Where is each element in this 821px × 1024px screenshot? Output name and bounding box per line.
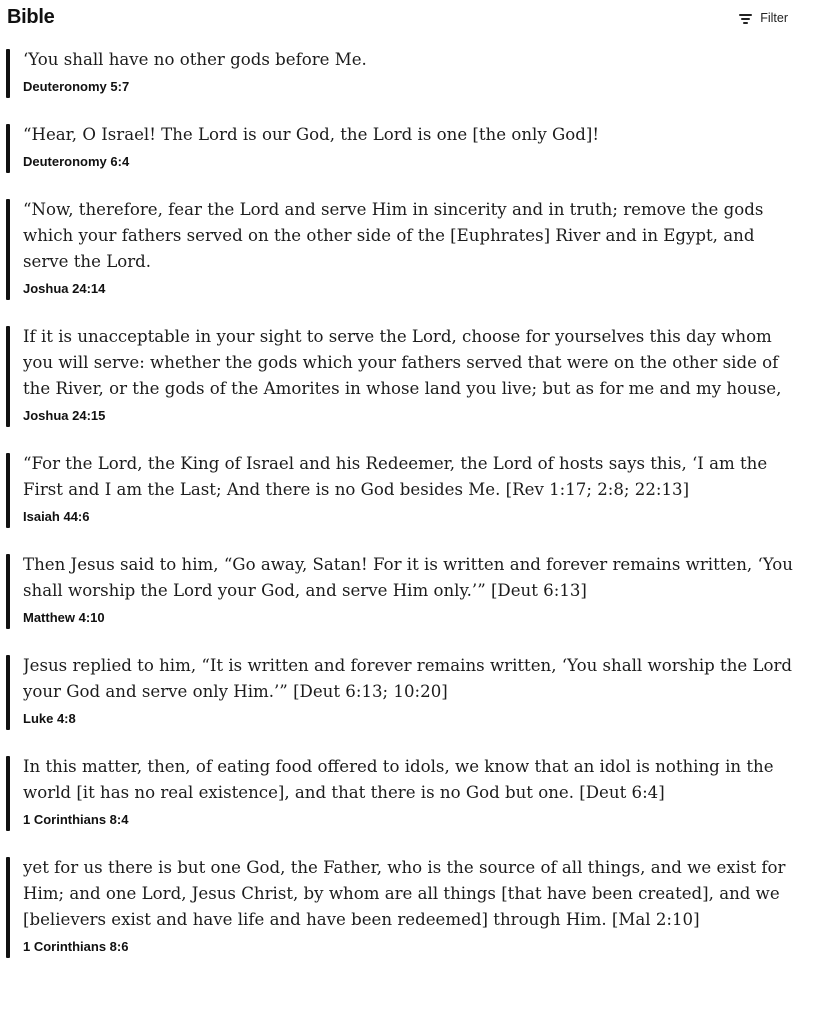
verse-text: ‘You shall have no other gods before Me. [23,50,367,69]
verse-text: yet for us there is but one God, the Father, who is the source of all things, and we exist for Him; and one Lord, Jesus Christ, by whom are all things [that have been created], and we [believers exist and have life and have been redeemed] through Him. [Mal 2:10] [23,858,786,929]
verse-reference: 1 Corinthians 8:6 [23,939,129,954]
verse-reference: Matthew 4:10 [23,610,105,625]
quote-bar [6,554,10,629]
verse-item[interactable] [0,122,821,170]
quote-bar [6,326,10,427]
verse-item[interactable] [0,855,821,955]
verse-item[interactable] [0,47,821,95]
verse-item[interactable] [0,754,821,828]
verse-reference: Joshua 24:15 [23,408,106,423]
verse-reference: Deuteronomy 6:4 [23,154,130,169]
verse-text: Jesus replied to him, “It is written and forever remains written, ‘You shall worship the Lord your God and serve only Him.’” [Deut 6:13; 10:20] [23,656,793,701]
header [0,0,821,40]
verse-reference: 1 Corinthians 8:4 [23,812,129,827]
verse-item[interactable] [0,552,821,626]
page-title: Bible [7,6,55,28]
quote-bar [6,857,10,958]
quote-bar [6,655,10,730]
verse-reference: Joshua 24:14 [23,281,106,296]
verse-item[interactable] [0,197,821,297]
verse-item[interactable] [0,324,821,424]
verse-text: Then Jesus said to him, “Go away, Satan! For it is written and forever remains written, ‘You shall worship the Lord your God, and serve Him only.’” [Deut 6:13] [23,555,793,600]
quote-bar [6,199,10,300]
verse-reference: Deuteronomy 5:7 [23,79,130,94]
verse-text: “Hear, O Israel! The Lord is our God, the Lord is one [the only God]! [23,125,599,144]
filter-button[interactable] [739,11,788,25]
filter-icon [739,13,752,23]
verse-text: “Now, therefore, fear the Lord and serve Him in sincerity and in truth; remove the gods which your fathers served on the other side of the [Euphrates] River and in Egypt, and serve the Lord. [23,200,764,271]
filter-label: Filter [760,11,788,25]
verse-list [0,47,821,982]
verse-reference: Isaiah 44:6 [23,509,90,524]
verse-reference: Luke 4:8 [23,711,76,726]
quote-bar [6,49,10,98]
verse-item[interactable] [0,653,821,727]
verse-text: “For the Lord, the King of Israel and his Redeemer, the Lord of hosts says this, ‘I am the First and I am the Last; And there is no God besides Me. [Rev 1:17; 2:8; 22:13] [23,454,768,499]
verse-item[interactable] [0,451,821,525]
quote-bar [6,124,10,173]
verse-text: In this matter, then, of eating food offered to idols, we know that an idol is nothing in the world [it has no real existence], and that there is no God but one. [Deut 6:4] [23,757,774,802]
quote-bar [6,756,10,831]
quote-bar [6,453,10,528]
verse-text: If it is unacceptable in your sight to serve the Lord, choose for yourselves this day whom you will serve: whether the gods which your fathers served that were on the other side of the River, or the gods of the Amorites in whose land you live; but as for me and my house, [23,327,782,398]
